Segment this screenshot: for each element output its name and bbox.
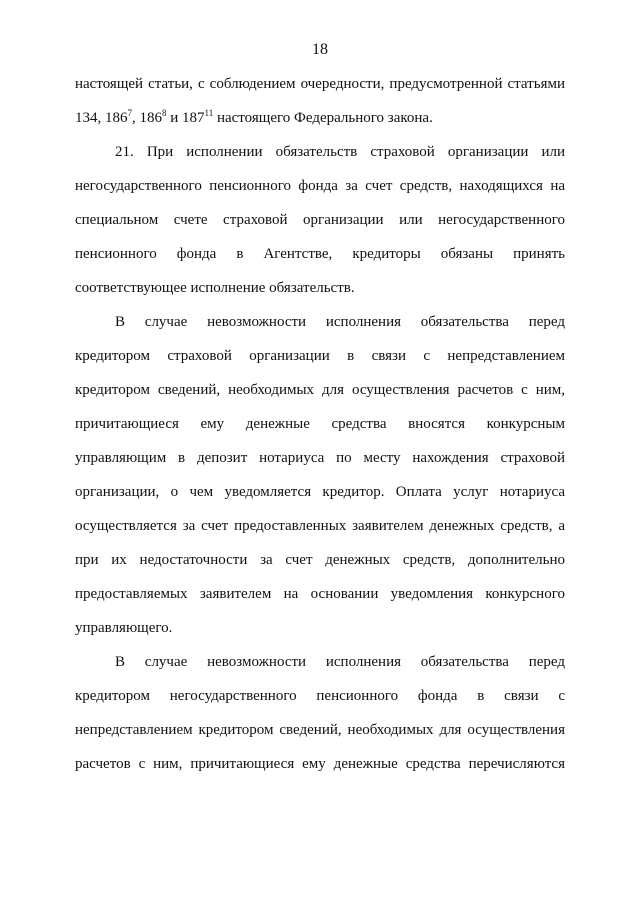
citation-text: , 186	[132, 110, 162, 126]
text-line: предоставляемых заявителем на основании уведомления конкурсного	[75, 586, 565, 602]
citation-text: и 187	[166, 110, 205, 126]
text-line-with-citations	[75, 101, 565, 135]
text-line: причитающиеся ему денежные средства вносятся конкурсным	[75, 416, 565, 432]
paragraph-continuation	[75, 67, 565, 135]
superscript: 8	[162, 108, 167, 118]
text-line: осуществляется за счет предоставленных заявителем денежных средств, а	[75, 518, 565, 534]
text-line: соответствующее исполнение обязательств.	[75, 280, 355, 296]
text-line: управляющего.	[75, 620, 173, 636]
text-line: специальном счете страховой организации или негосударственного	[75, 212, 565, 228]
text-line: настоящей статьи, с соблюдением очередности, предусмотренной статьями	[75, 76, 565, 92]
text-line: управляющим в депозит нотариуса по месту нахождения страховой	[75, 450, 565, 466]
superscript: 11	[204, 108, 214, 118]
text-line: при их недостаточности за счет денежных средств, дополнительно	[75, 552, 565, 568]
text-line: организации, о чем уведомляется кредитор. Оплата услуг нотариуса	[75, 484, 565, 500]
text-line: непредставлением кредитором сведений, необходимых для осуществления	[75, 722, 565, 738]
text-line: расчетов с ним, причитающиеся ему денежные средства перечисляются	[75, 756, 565, 772]
citation-text: настоящего Федерального закона.	[213, 110, 433, 126]
text-line: В случае невозможности исполнения обязательства перед	[115, 654, 565, 670]
document-body	[75, 67, 565, 781]
text-line: кредитором негосударственного пенсионного фонда в связи с	[75, 688, 565, 704]
text-line: кредитором страховой организации в связи с непредставлением	[75, 348, 565, 364]
text-line: негосударственного пенсионного фонда за счет средств, находящихся на	[75, 178, 565, 194]
text-line: 21. При исполнении обязательств страховой организации или	[115, 144, 565, 160]
page-number: 18	[312, 41, 328, 58]
paragraph-pension-fund-case	[75, 645, 565, 781]
superscript: 7	[127, 108, 132, 118]
text-line: пенсионного фонда в Агентстве, кредиторы обязаны принять	[75, 246, 565, 262]
text-line: В случае невозможности исполнения обязательства перед	[115, 314, 565, 330]
text-line: кредитором сведений, необходимых для осуществления расчетов с ним,	[75, 382, 565, 398]
paragraph-insurance-case	[75, 305, 565, 645]
citation-text: 134, 186	[75, 110, 128, 126]
paragraph-item-21	[75, 135, 565, 305]
